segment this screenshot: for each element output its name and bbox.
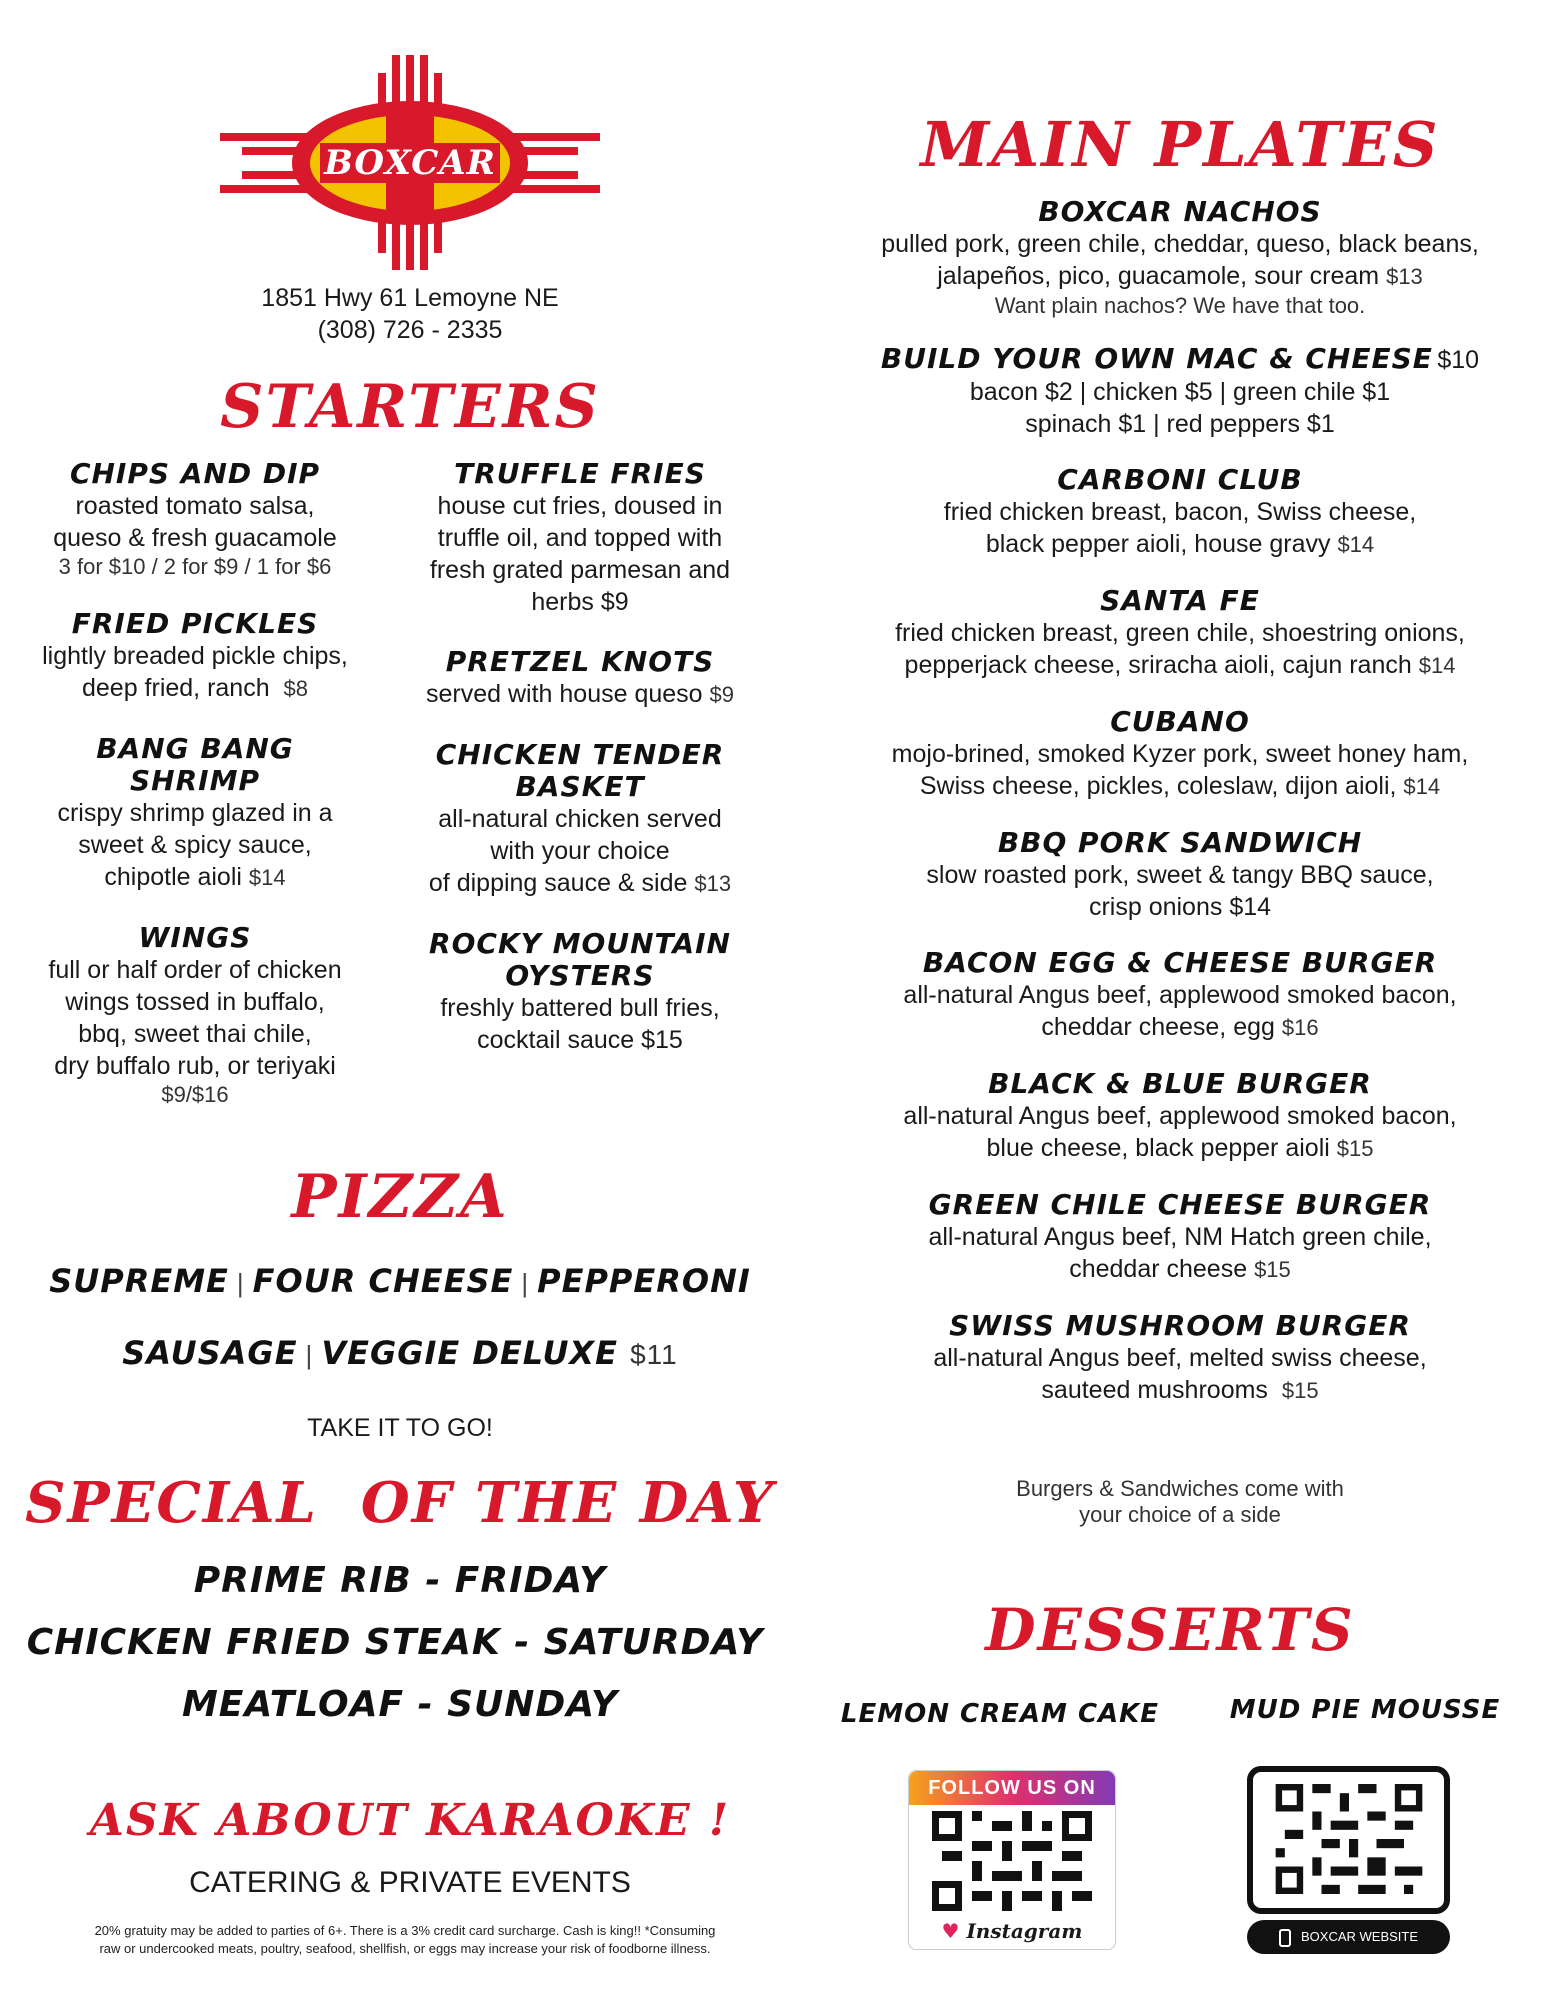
catering-text: CATERING & PRIVATE EVENTS — [189, 1866, 631, 1899]
starters-title: STARTERS — [220, 372, 600, 442]
menu-item-rocky-mountain-oysters: ROCKY MOUNTAIN OYSTERS freshly battered bull fries, cocktail sauce $15 — [429, 927, 731, 1054]
address-block — [180, 282, 640, 346]
address: 1851 Hwy 61 Lemoyne NE — [261, 284, 559, 312]
dessert-lemon-cream-cake: LEMON CREAM CAKE — [840, 1699, 1160, 1729]
phone: (308) 726 - 2335 — [317, 316, 503, 344]
pizza-line-1: SUPREME | FOUR CHEESE | PEPPERONI — [49, 1262, 751, 1300]
website-button[interactable]: BOXCAR WEBSITE — [1247, 1920, 1450, 1954]
menu-item-bacon-egg-cheese-burger: BACON EGG & CHEESE BURGER all-natural Angus beef, applewood smoked bacon, cheddar cheese, egg $16 — [903, 946, 1457, 1041]
menu-item-green-chile-cheese-burger: GREEN CHILE CHEESE BURGER all-natural Angus beef, NM Hatch green chile, cheddar cheese $15 — [928, 1188, 1432, 1283]
menu-item-truffle-fries: TRUFFLE FRIES house cut fries, doused in truffle oil, and topped with fresh grated parmesan and herbs $9 — [429, 457, 731, 616]
special-item: MEATLOAF - SUNDAY — [181, 1684, 619, 1725]
logo-text: BOXCAR — [324, 143, 496, 183]
fine-print: 20% gratuity may be added to parties of 6+. There is a 3% credit card surcharge. Cash is king!! *Consuming raw or undercooked meats, poultry, seafood, shellfish, or eggs may increase your risk of foodborne illness. — [94, 1923, 716, 1956]
menu-item-wings: WINGS full or half order of chicken wings tossed in buffalo, bbq, sweet thai chile, dry buffalo rub, or teriyaki $9/$16 — [48, 921, 342, 1107]
boxcar-logo — [220, 55, 600, 270]
menu-item-bang-bang-shrimp: BANG BANG SHRIMP crispy shrimp glazed in a sweet & spicy sauce, chipotle aioli $14 — [57, 732, 333, 891]
pizza-line-2: SAUSAGE | VEGGIE DELUXE $11 — [122, 1334, 678, 1372]
follow-us-banner: FOLLOW US ON — [909, 1771, 1115, 1805]
menu-item-bbq-pork-sandwich: BBQ PORK SANDWICH slow roasted pork, sweet & tangy BBQ sauce, crisp onions $14 — [926, 826, 1434, 921]
take-it-to-go: TAKE IT TO GO! — [307, 1414, 493, 1442]
menu-item-boxcar-nachos: BOXCAR NACHOS pulled pork, green chile, cheddar, queso, black beans, jalapeños, pico, guacamole, sour cream $13 Want plain nachos? We have that too. — [881, 195, 1479, 318]
menu-item-carboni-club: CARBONI CLUB fried chicken breast, bacon, Swiss cheese, black pepper aioli, house gravy $14 — [943, 463, 1417, 558]
desserts-title: DESSERTS — [985, 1596, 1355, 1664]
menu-item-santa-fe: SANTA FE fried chicken breast, green chile, shoestring onions, pepperjack cheese, sriracha aioli, cajun ranch $14 — [895, 584, 1465, 679]
phone-icon — [1279, 1929, 1291, 1947]
karaoke-title: ASK ABOUT KARAOKE ! — [89, 1795, 731, 1846]
special-item: PRIME RIB - FRIDAY — [193, 1560, 607, 1601]
starters-left-column — [0, 458, 390, 1136]
instagram-qr-card[interactable] — [908, 1770, 1116, 1950]
instagram-label: ♥ Instagram — [941, 1919, 1083, 1943]
special-title: SPECIAL OF THE DAY — [25, 1470, 775, 1536]
side-note: Burgers & Sandwiches come with your choice of a side — [1016, 1476, 1344, 1527]
menu-item-swiss-mushroom-burger: SWISS MUSHROOM BURGER all-natural Angus beef, melted swiss cheese, sauteed mushrooms $15 — [933, 1309, 1427, 1404]
qr-code-icon — [932, 1811, 1092, 1911]
menu-item-cubano: CUBANO mojo-brined, smoked Kyzer pork, sweet honey ham, Swiss cheese, pickles, coleslaw, dijon aioli, $14 — [891, 705, 1469, 800]
menu-item-pretzel-knots: PRETZEL KNOTS served with house queso $9 — [426, 645, 734, 708]
menu-item-fried-pickles: FRIED PICKLES lightly breaded pickle chips, deep fried, ranch $8 — [42, 607, 348, 702]
pizza-title: PIZZA — [291, 1162, 509, 1232]
special-item: CHICKEN FRIED STEAK - SATURDAY — [26, 1622, 764, 1663]
main-plates-title: MAIN PLATES — [920, 108, 1440, 181]
starters-right-column — [390, 458, 770, 1084]
qr-code-icon — [1274, 1784, 1424, 1894]
main-plates-list — [830, 196, 1530, 1431]
menu-item-chips-and-dip: CHIPS AND DIP roasted tomato salsa, queso & fresh guacamole 3 for $10 / 2 for $9 / 1 for $6 — [53, 457, 337, 579]
website-qr-card[interactable] — [1247, 1766, 1450, 1914]
menu-item-black-blue-burger: BLACK & BLUE BURGER all-natural Angus beef, applewood smoked bacon, blue cheese, black pepper aioli $15 — [903, 1067, 1457, 1162]
menu-item-build-your-own-mac: BUILD YOUR OWN MAC & CHEESE $10 bacon $2 | chicken $5 | green chile $1 spinach $1 | red peppers $1 — [880, 342, 1480, 438]
menu-item-chicken-tender-basket: CHICKEN TENDER BASKET all-natural chicken served with your choice of dipping sauce & side $13 — [428, 738, 732, 897]
dessert-mud-pie-mousse: MUD PIE MOUSSE — [1229, 1695, 1501, 1725]
heart-icon: ♥ — [941, 1919, 960, 1943]
